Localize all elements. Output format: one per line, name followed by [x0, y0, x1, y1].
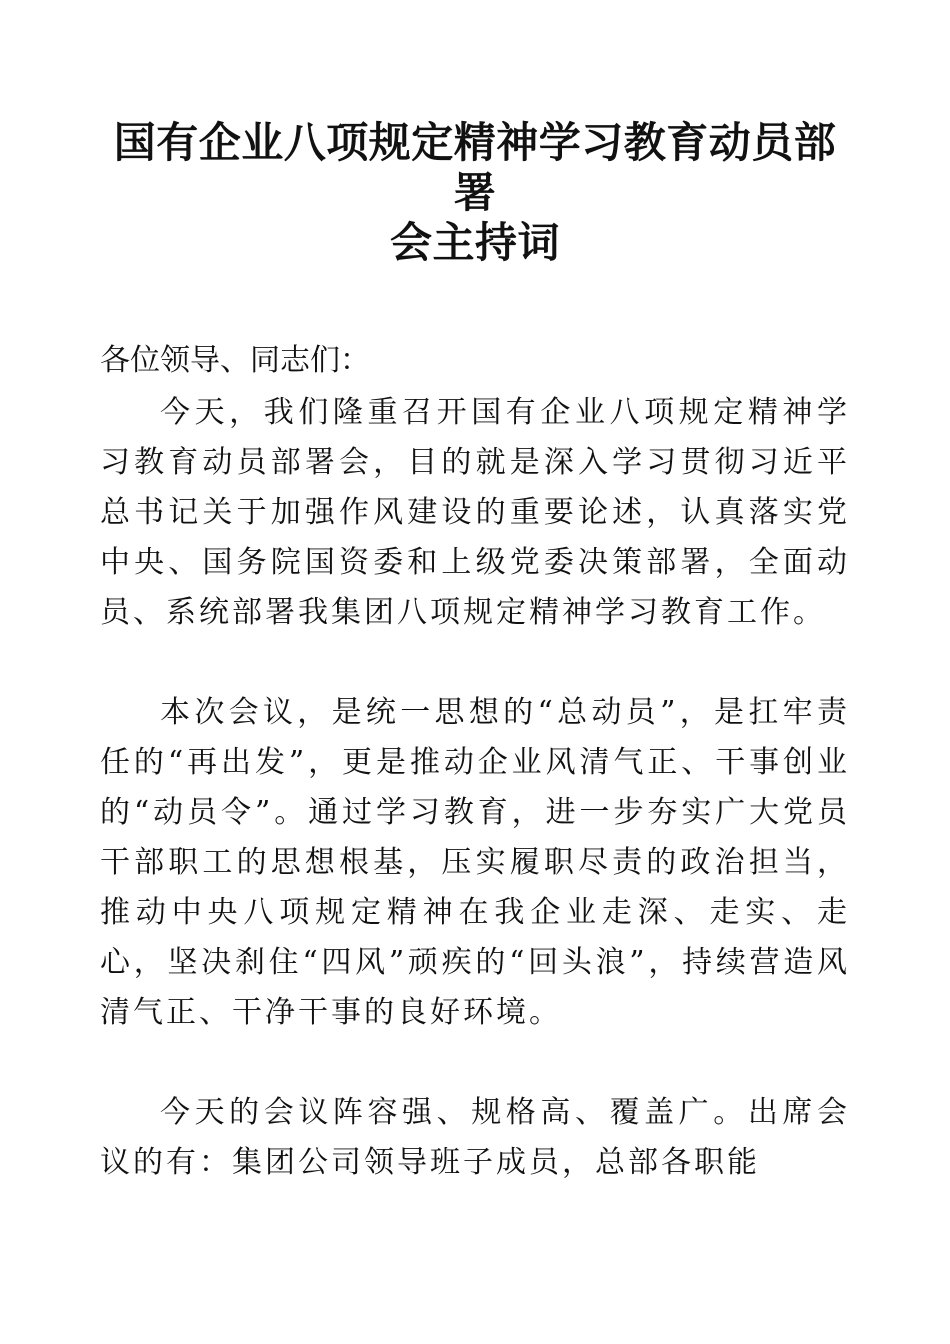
paragraph-3: 今天的会议阵容强、规格高、覆盖广。出席会议的有：集团公司领导班子成员，总部各职能	[100, 1095, 850, 1180]
document-title-line-2: 会主持词	[389, 218, 560, 267]
greeting: 各位领导、同志们：	[100, 343, 370, 378]
document-title	[100, 118, 850, 268]
paragraph-2: 本次会议，是统一思想的“总动员”，是扛牢责任的“再出发”，更是推动企业风清气正、干事创业的“动员令”。通过学习教育，进一步夯实广大党员干部职工的思想根基，压实履职尽责的政治担当，推动中央八项规定精神在我企业走深、走实、走心，坚决刹住“四风”顽疾的“回头浪”，持续营造风清气正、干净干事的良好环境。	[100, 695, 850, 1030]
document-title-line-1: 国有企业八项规定精神学习教育动员部署	[113, 118, 837, 217]
paragraph-1: 今天，我们隆重召开国有企业八项规定精神学习教育动员部署会，目的就是深入学习贯彻习近平总书记关于加强作风建设的重要论述，认真落实党中央、国务院国资委和上级党委决策部署，全面动员、系统部署我集团八项规定精神学习教育工作。	[100, 395, 850, 630]
